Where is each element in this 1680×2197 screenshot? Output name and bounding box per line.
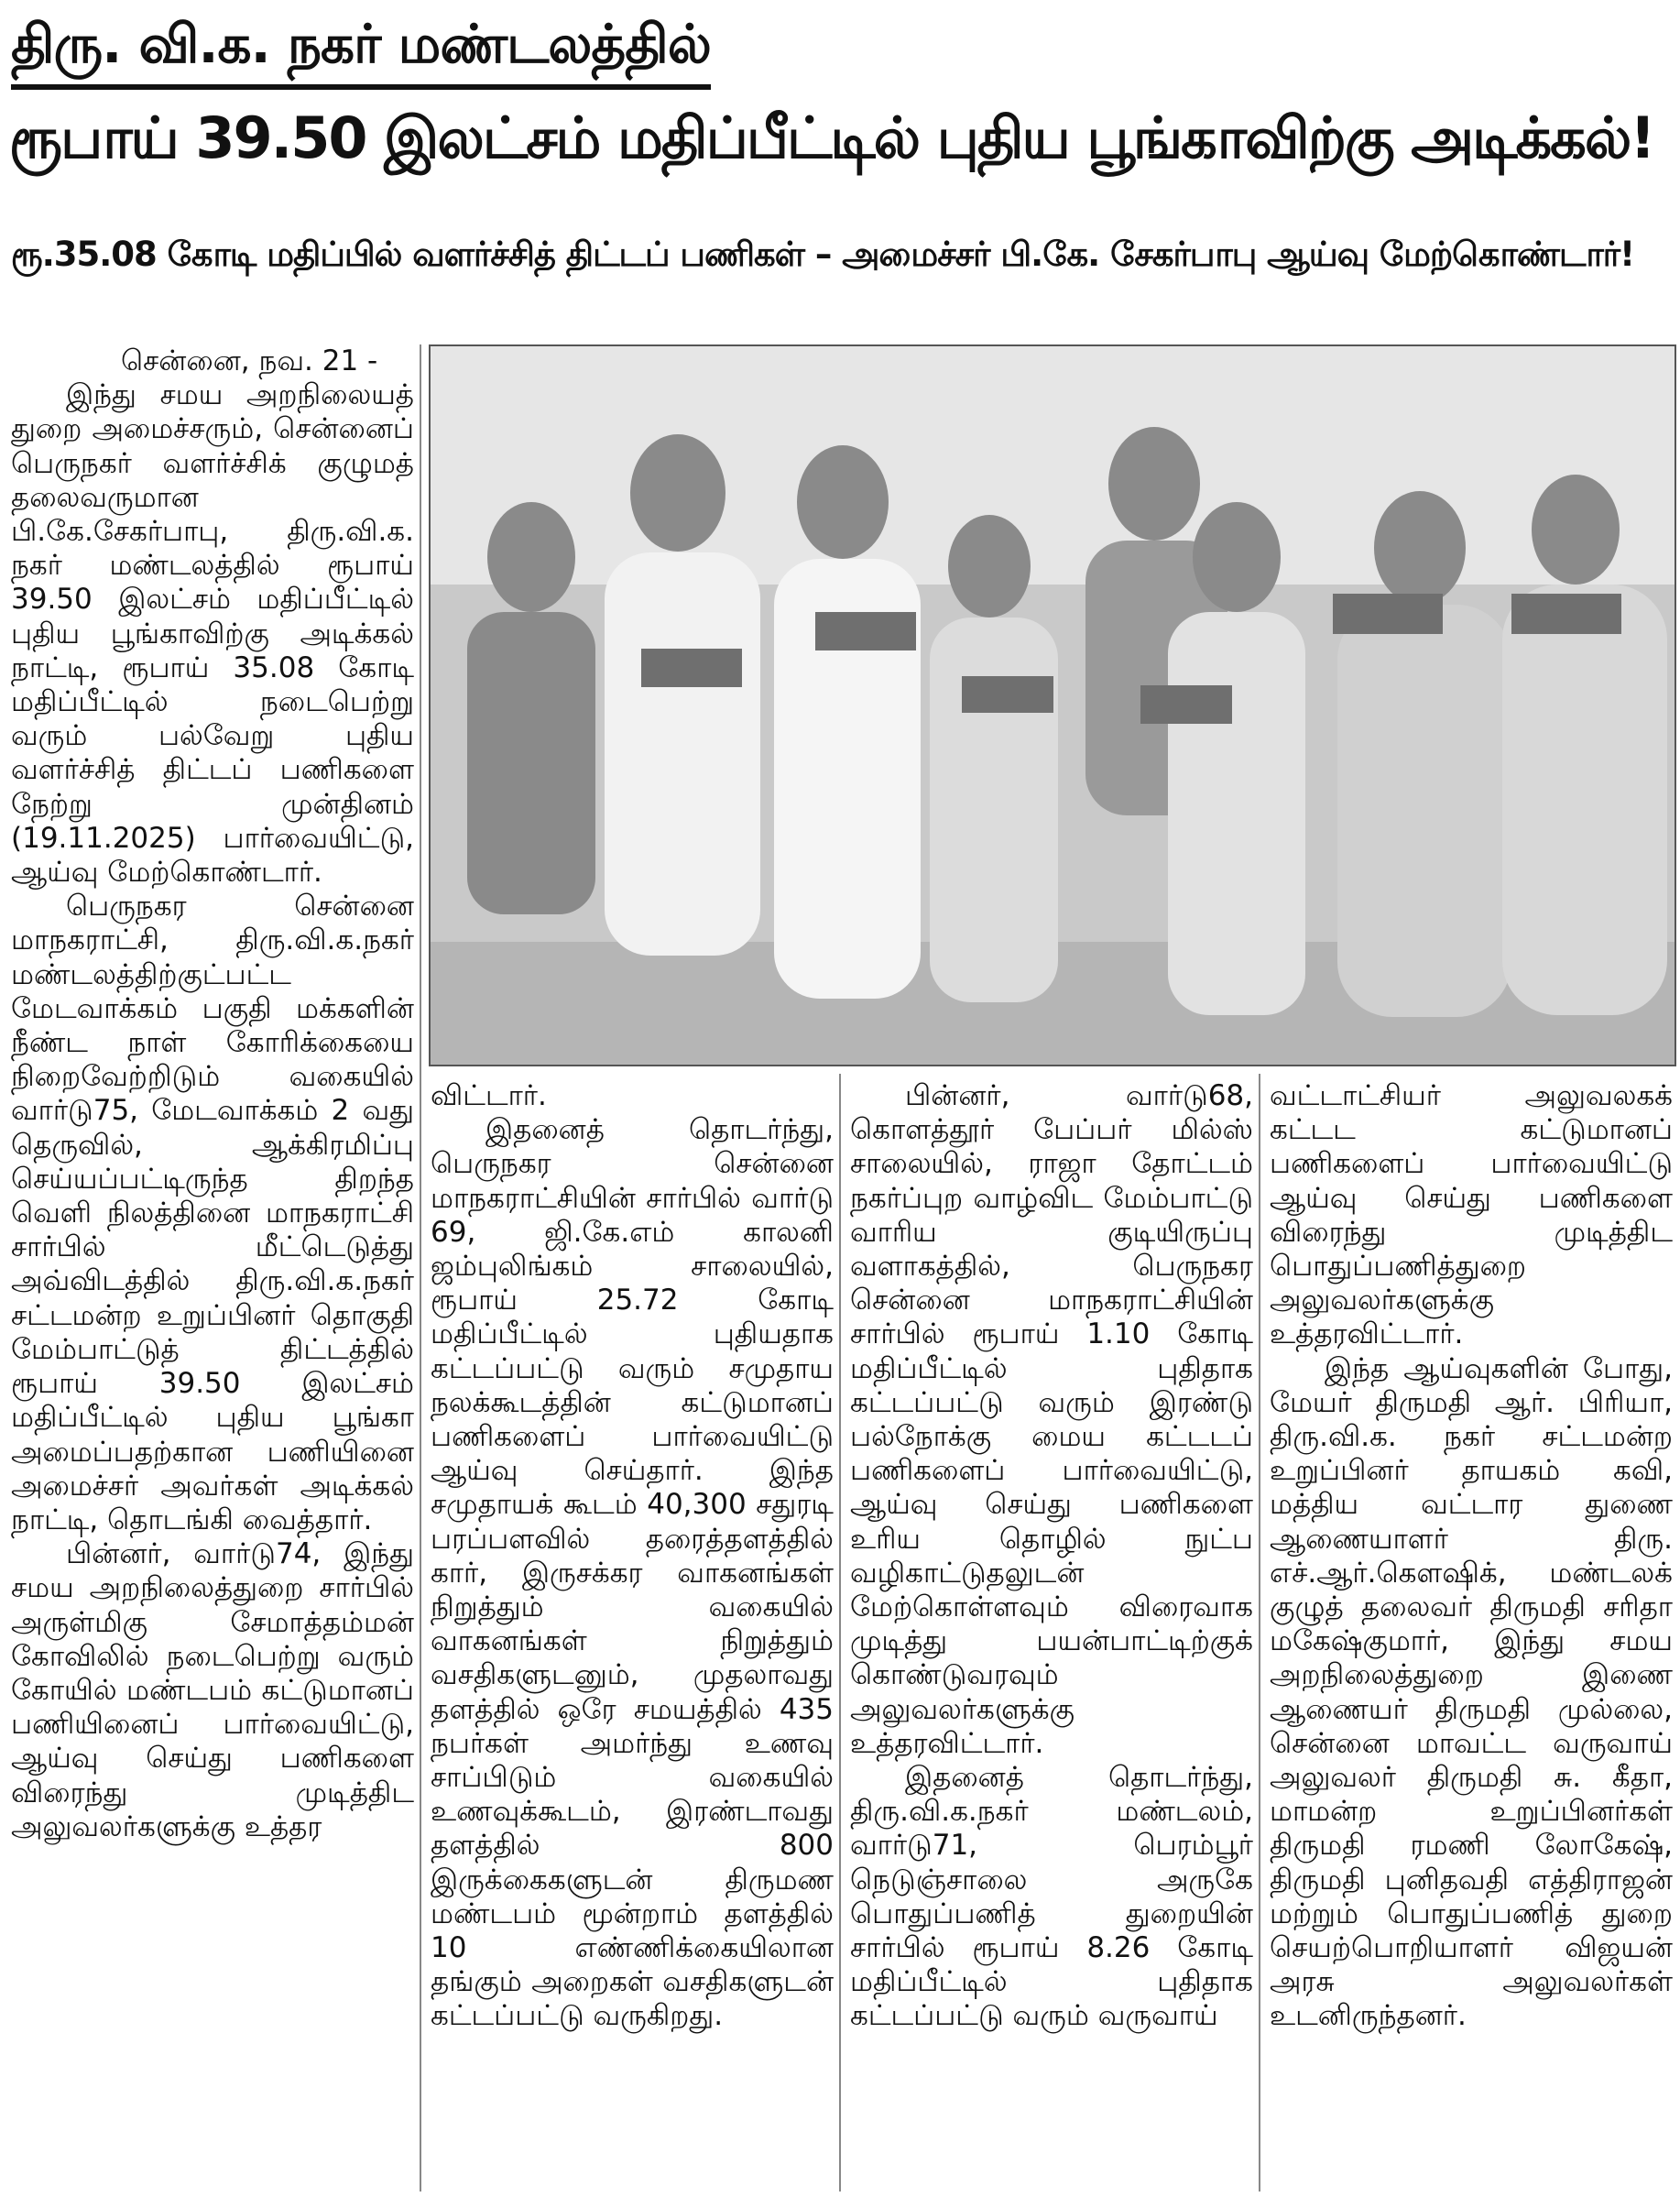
dateline: சென்னை, நவ. 21 - — [121, 344, 378, 377]
group-photo-icon — [431, 346, 1675, 1065]
paragraph: பெருநகர சென்னை மாநகராட்சி, திரு.வி.க.நகர் மண்டலத்திற்குட்பட்ட மேடவாக்கம் பகுதி மக்களின் நீண்ட நாள் கோரிக்கையை நிறைவேற்றிடும் வகையில் வார்டு75, மேடவாக்கம் 2 வது தெருவில், ஆக்கிரமிப்பு செய்யப்பட்டிருந்த திறந்த வெளி நிலத்தினை மாநகராட்சி சார்பில் மீட்டெடுத்து அவ்விடத்தில் திரு.வி.க.நகர் சட்டமன்ற உறுப்பினர் தொகுதி மேம்பாட்டுத் திட்டத்தில் ரூபாய் 39.50 இலட்சம் மதிப்பீட்டில் புதிய பூங்கா அமைப்பதற்கான பணியினை அமைச்சர் அவர்கள் அடிக்கல் நாட்டி, தொடங்கி வைத்தார். — [11, 890, 414, 1536]
column-rule — [420, 344, 421, 2192]
paragraph: விட்டார். — [431, 1079, 547, 1112]
paragraph: வட்டாட்சியர் அலுவலகக் கட்டட கட்டுமானப் பணிகளைப் பார்வையிட்டு ஆய்வு செய்து பணிகளை விரைந்து முடித்திட பொதுப்பணித்துறை அலுவலர்களுக்கு உத்தரவிட்டார். — [1270, 1079, 1673, 1351]
kicker: திரு. வி.க. நகர் மண்டலத்தில் — [11, 13, 711, 90]
paragraph: இதனைத் தொடர்ந்து, திரு.வி.க.நகர் மண்டலம், வார்டு71, பெரம்பூர் நெடுஞ்சாலை அருகே பொதுப்பணித் துறையின் சார்பில் ரூபாய் 8.26 கோடி மதிப்பீட்டில் புதிதாக கட்டப்பட்டு வரும் வருவாய் — [850, 1761, 1253, 2033]
paragraph: பின்னர், வார்டு74, இந்து சமய அறநிலைத்துறை சார்பில் அருள்மிகு சேமாத்தம்மன் கோவிலில் நடைபெற்று வரும் கோயில் மண்டபம் கட்டுமானப் பணியினைப் பார்வையிட்டு, ஆய்வு செய்து பணிகளை விரைந்து முடித்திட அலுவலர்களுக்கு உத்தர — [11, 1537, 414, 1843]
paragraph: இந்த ஆய்வுகளின் போது, மேயர் திருமதி ஆர். பிரியா, திரு.வி.க. நகர் சட்டமன்ற உறுப்பினர் தாயகம் கவி, மத்திய வட்டார துணை ஆணையாளர் திரு. எச்.ஆர்.கௌஷிக், மண்டலக் குழுத் தலைவர் திருமதி சரிதா மகேஷ்குமார், இந்து சமய அறநிலைத்துறை இணை ஆணையர் திருமதி முல்லை, சென்னை மாவட்ட வருவாய் அலுவலர் திருமதி சு. கீதா, மாமன்ற உறுப்பினர்கள் திருமதி ரமணி லோகேஷ், திருமதி புனிதவதி எத்திராஜன் மற்றும் பொதுப்பணித் துறை செயற்பொறியாளர் விஜயன் அரசு அலுவலர்கள் உடனிருந்தனர். — [1270, 1351, 1673, 2033]
column-rule — [1259, 1074, 1260, 2192]
column-1 — [11, 344, 414, 2192]
column-2 — [431, 1079, 834, 2192]
paragraph: இதனைத் தொடர்ந்து, பெருநகர சென்னை மாநகராட்சியின் சார்பில் வார்டு 69, ஜி.கே.எம் காலனி ஜம்புலிங்கம் சாலையில், ரூபாய் 25.72 கோடி மதிப்பீட்டில் புதியதாக கட்டப்பட்டு வரும் சமுதாய நலக்கூடத்தின் கட்டுமானப் பணிகளைப் பார்வையிட்டு ஆய்வு செய்தார். இந்த சமுதாயக் கூடம் 40,300 சதுரடி பரப்பளவில் தரைத்தளத்தில் கார், இருசக்கர வாகனங்கள் நிறுத்தும் வகையில் வாகனங்கள் நிறுத்தும் வசதிகளுடனும், முதலாவது தளத்தில் ஒரே சமயத்தில் 435 நபர்கள் அமர்ந்து உணவு சாப்பிடும் வகையில் உணவுக்கூடம், இரண்டாவது தளத்தில் 800 இருக்கைகளுடன் திருமண மண்டபம் மூன்றாம் தளத்தில் 10 எண்ணிக்கையிலான தங்கும் அறைகள் வசதிகளுடன் கட்டப்பட்டு வருகிறது. — [431, 1113, 834, 2033]
paragraph: பின்னர், வார்டு68, கொளத்தூர் பேப்பர் மில்ஸ் சாலையில், ராஜா தோட்டம் நகர்ப்புற வாழ்விட மேம்பாட்டு வாரிய குடியிருப்பு வளாகத்தில், பெருநகர சென்னை மாநகராட்சியின் சார்பில் ரூபாய் 1.10 கோடி மதிப்பீட்டில் புதிதாக கட்டப்பட்டு வரும் இரண்டு பல்நோக்கு மைய கட்டடப் பணிகளைப் பார்வையிட்டு, ஆய்வு செய்து பணிகளை உரிய தொழில் நுட்ப வழிகாட்டுதலுடன் மேற்கொள்ளவும் விரைவாக முடித்து பயன்பாட்டிற்குக் கொண்டுவரவும் அலுவலர்களுக்கு உத்தரவிட்டார். — [850, 1079, 1253, 1760]
column-4 — [1270, 1079, 1673, 2192]
subheadline: ரூ.35.08 கோடி மதிப்பில் வளர்ச்சித் திட்டப் பணிகள் – அமைச்சர் பி.கே. சேகர்பாபு ஆய்வு மேற்கொண்டார்! — [11, 235, 1634, 274]
column-3 — [850, 1079, 1253, 2192]
news-photo — [429, 344, 1676, 1066]
column-rule — [839, 1074, 841, 2192]
paragraph: இந்து சமய அறநிலையத் துறை அமைச்சரும், சென்னைப் பெருநகர் வளர்ச்சிக் குழுமத் தலைவருமான பி.கே.சேகர்பாபு, திரு.வி.க. நகர் மண்டலத்தில் ரூபாய் 39.50 இலட்சம் மதிப்பீட்டில் புதிய பூங்காவிற்கு அடிக்கல் நாட்டி, ரூபாய் 35.08 கோடி மதிப்பீட்டில் நடைபெற்று வரும் பல்வேறு புதிய வளர்ச்சித் திட்டப் பணிகளை நேற்று முன்தினம் (19.11.2025) பார்வையிட்டு, ஆய்வு மேற்கொண்டார். — [11, 378, 414, 890]
headline: ரூபாய் 39.50 இலட்சம் மதிப்பீட்டில் புதிய பூங்காவிற்கு அடிக்கல்! — [9, 104, 1654, 171]
